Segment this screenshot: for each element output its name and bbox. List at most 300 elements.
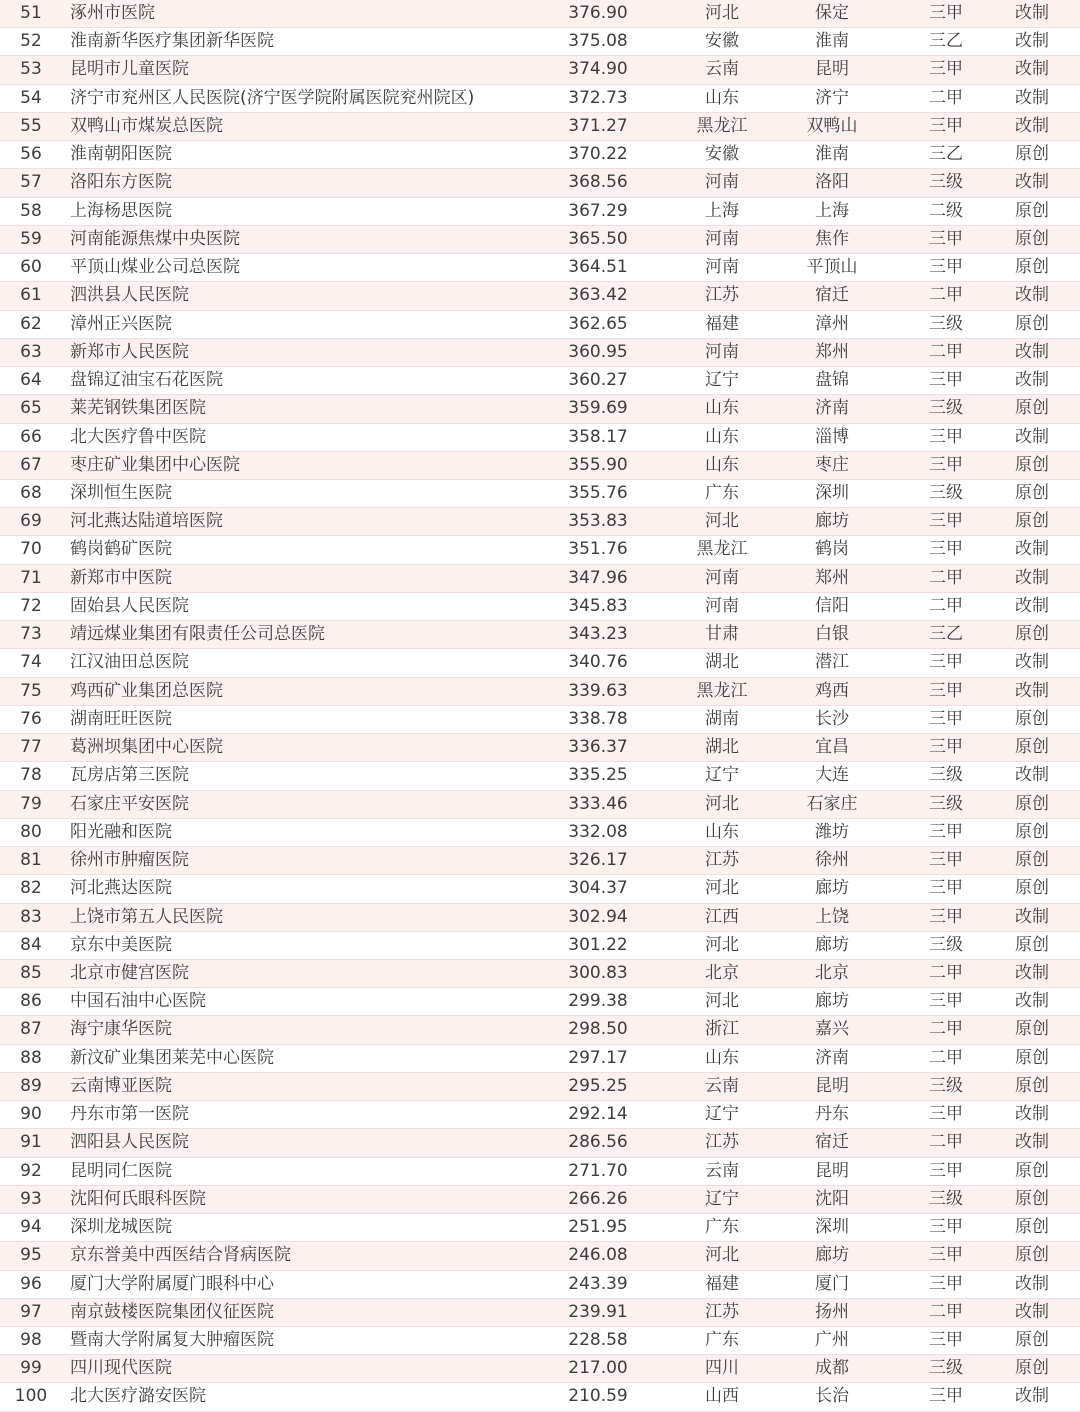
table-row (0, 1242, 1080, 1270)
city-cell: 济南 (815, 398, 849, 419)
score-cell: 266.26 (568, 1188, 628, 1209)
city-cell: 广州 (815, 1330, 849, 1351)
hospital-level-cell: 二甲 (929, 595, 963, 616)
score-cell: 364.51 (568, 257, 628, 278)
table-row (0, 28, 1080, 56)
table-row (0, 1271, 1080, 1299)
rank-cell: 59 (20, 228, 42, 249)
hospital-name-cell: 昆明同仁医院 (70, 1160, 172, 1181)
hospital-level-cell: 二甲 (929, 962, 963, 983)
hospital-level-cell: 三级 (929, 398, 963, 419)
city-cell: 洛阳 (815, 172, 849, 193)
table-row (0, 367, 1080, 395)
hospital-level-cell: 三甲 (929, 1386, 963, 1407)
hospital-name-cell: 南京鼓楼医院集团仪征医院 (70, 1301, 274, 1322)
hospital-name-cell: 枣庄矿业集团中心医院 (70, 454, 240, 475)
score-cell: 304.37 (568, 878, 628, 899)
hospital-level-cell: 二甲 (929, 285, 963, 306)
hospital-name-cell: 石家庄平安医院 (70, 793, 189, 814)
table-row (0, 480, 1080, 508)
hospital-name-cell: 泗洪县人民医院 (70, 285, 189, 306)
city-cell: 厦门 (815, 1273, 849, 1294)
rank-cell: 77 (20, 737, 42, 758)
table-row (0, 565, 1080, 593)
rank-cell: 89 (20, 1075, 42, 1096)
hospital-type-cell: 改制 (1015, 341, 1049, 362)
hospital-level-cell: 三甲 (929, 1217, 963, 1238)
province-cell: 福建 (705, 1273, 739, 1294)
province-cell: 江苏 (705, 850, 739, 871)
hospital-level-cell: 三级 (929, 172, 963, 193)
table-row (0, 1101, 1080, 1129)
province-cell: 广东 (705, 1217, 739, 1238)
hospital-name-cell: 徐州市肿瘤医院 (70, 850, 189, 871)
hospital-name-cell: 盘锦辽油宝石花医院 (70, 370, 223, 391)
hospital-type-cell: 原创 (1015, 708, 1049, 729)
hospital-name-cell: 江汉油田总医院 (70, 652, 189, 673)
province-cell: 河南 (705, 257, 739, 278)
city-cell: 白银 (815, 624, 849, 645)
hospital-level-cell: 三甲 (929, 1330, 963, 1351)
score-cell: 292.14 (568, 1104, 628, 1125)
city-cell: 长治 (815, 1386, 849, 1407)
city-cell: 保定 (815, 3, 849, 23)
city-cell: 深圳 (815, 482, 849, 503)
hospital-type-cell: 原创 (1015, 1217, 1049, 1238)
hospital-level-cell: 三甲 (929, 511, 963, 532)
hospital-level-cell: 三级 (929, 1188, 963, 1209)
rank-cell: 67 (20, 454, 42, 475)
hospital-name-cell: 河北燕达陆道培医院 (70, 511, 223, 532)
table-row (0, 452, 1080, 480)
rank-cell: 62 (20, 313, 42, 334)
hospital-type-cell: 原创 (1015, 482, 1049, 503)
score-cell: 362.65 (568, 313, 628, 334)
hospital-name-cell: 平顶山煤业公司总医院 (70, 257, 240, 278)
score-cell: 286.56 (568, 1132, 628, 1153)
hospital-name-cell: 阳光融和医院 (70, 821, 172, 842)
table-row (0, 593, 1080, 621)
province-cell: 四川 (705, 1358, 739, 1379)
score-cell: 365.50 (568, 228, 628, 249)
city-cell: 漳州 (815, 313, 849, 334)
hospital-name-cell: 上饶市第五人民医院 (70, 906, 223, 927)
table-row (0, 536, 1080, 564)
score-cell: 246.08 (568, 1245, 628, 1266)
rank-cell: 83 (20, 906, 42, 927)
hospital-name-cell: 新郑市中医院 (70, 567, 172, 588)
city-cell: 宿迁 (815, 1132, 849, 1153)
province-cell: 河南 (705, 567, 739, 588)
province-cell: 河北 (705, 934, 739, 955)
table-row (0, 706, 1080, 734)
hospital-level-cell: 三甲 (929, 370, 963, 391)
province-cell: 辽宁 (705, 1188, 739, 1209)
rank-cell: 54 (20, 87, 42, 108)
hospital-type-cell: 改制 (1015, 595, 1049, 616)
province-cell: 山西 (705, 1386, 739, 1407)
province-cell: 山东 (705, 821, 739, 842)
score-cell: 340.76 (568, 652, 628, 673)
hospital-name-cell: 瓦房店第三医院 (70, 765, 189, 786)
city-cell: 廊坊 (815, 1245, 849, 1266)
hospital-name-cell: 深圳龙城医院 (70, 1217, 172, 1238)
table-row (0, 311, 1080, 339)
score-cell: 345.83 (568, 595, 628, 616)
rank-cell: 87 (20, 1019, 42, 1040)
province-cell: 江西 (705, 906, 739, 927)
table-row (0, 0, 1080, 28)
province-cell: 江苏 (705, 285, 739, 306)
province-cell: 广东 (705, 1330, 739, 1351)
hospital-type-cell: 原创 (1015, 511, 1049, 532)
score-cell: 363.42 (568, 285, 628, 306)
score-cell: 368.56 (568, 172, 628, 193)
rank-cell: 51 (20, 3, 42, 23)
hospital-name-cell: 新汶矿业集团莱芜中心医院 (70, 1047, 274, 1068)
hospital-name-cell: 四川现代医院 (70, 1358, 172, 1379)
table-row (0, 678, 1080, 706)
hospital-type-cell: 改制 (1015, 1386, 1049, 1407)
hospital-level-cell: 三乙 (929, 624, 963, 645)
score-cell: 301.22 (568, 934, 628, 955)
rank-cell: 91 (20, 1132, 42, 1153)
hospital-type-cell: 原创 (1015, 1019, 1049, 1040)
rank-cell: 55 (20, 115, 42, 136)
table-row (0, 1158, 1080, 1186)
rank-cell: 78 (20, 765, 42, 786)
score-cell: 353.83 (568, 511, 628, 532)
score-cell: 298.50 (568, 1019, 628, 1040)
hospital-name-cell: 沈阳何氏眼科医院 (70, 1188, 206, 1209)
table-row (0, 56, 1080, 84)
hospital-type-cell: 原创 (1015, 1047, 1049, 1068)
hospital-type-cell: 原创 (1015, 1358, 1049, 1379)
table-row (0, 424, 1080, 452)
province-cell: 湖北 (705, 737, 739, 758)
city-cell: 廊坊 (815, 991, 849, 1012)
province-cell: 河北 (705, 3, 739, 23)
table-row (0, 1016, 1080, 1044)
hospital-type-cell: 原创 (1015, 1188, 1049, 1209)
rank-cell: 100 (14, 1386, 48, 1407)
hospital-name-cell: 湖南旺旺医院 (70, 708, 172, 729)
hospital-type-cell: 原创 (1015, 624, 1049, 645)
hospital-type-cell: 原创 (1015, 737, 1049, 758)
score-cell: 336.37 (568, 737, 628, 758)
hospital-type-cell: 改制 (1015, 539, 1049, 560)
city-cell: 深圳 (815, 1217, 849, 1238)
hospital-level-cell: 三级 (929, 313, 963, 334)
hospital-type-cell: 原创 (1015, 454, 1049, 475)
hospital-type-cell: 改制 (1015, 765, 1049, 786)
hospital-name-cell: 京东中美医院 (70, 934, 172, 955)
city-cell: 昆明 (815, 1075, 849, 1096)
city-cell: 济宁 (815, 87, 849, 108)
score-cell: 217.00 (568, 1358, 628, 1379)
hospital-name-cell: 淮南新华医疗集团新华医院 (70, 31, 274, 52)
city-cell: 淮南 (815, 31, 849, 52)
city-cell: 昆明 (815, 59, 849, 80)
hospital-type-cell: 原创 (1015, 821, 1049, 842)
hospital-level-cell: 三甲 (929, 680, 963, 701)
city-cell: 昆明 (815, 1160, 849, 1181)
hospital-level-cell: 三甲 (929, 1160, 963, 1181)
table-row (0, 198, 1080, 226)
hospital-type-cell: 改制 (1015, 1273, 1049, 1294)
province-cell: 云南 (705, 1160, 739, 1181)
province-cell: 安徽 (705, 31, 739, 52)
score-cell: 243.39 (568, 1273, 628, 1294)
table-row (0, 791, 1080, 819)
rank-cell: 58 (20, 200, 42, 221)
table-row (0, 113, 1080, 141)
city-cell: 潍坊 (815, 821, 849, 842)
hospital-name-cell: 葛洲坝集团中心医院 (70, 737, 223, 758)
rank-cell: 80 (20, 821, 42, 842)
city-cell: 大连 (815, 765, 849, 786)
hospital-type-cell: 改制 (1015, 567, 1049, 588)
score-cell: 360.27 (568, 370, 628, 391)
province-cell: 河南 (705, 341, 739, 362)
hospital-type-cell: 改制 (1015, 115, 1049, 136)
score-cell: 338.78 (568, 708, 628, 729)
rank-cell: 70 (20, 539, 42, 560)
hospital-level-cell: 三级 (929, 1075, 963, 1096)
table-row (0, 1045, 1080, 1073)
hospital-level-cell: 三甲 (929, 652, 963, 673)
hospital-level-cell: 三甲 (929, 257, 963, 278)
hospital-name-cell: 淮南朝阳医院 (70, 144, 172, 165)
hospital-name-cell: 海宁康华医院 (70, 1019, 172, 1040)
province-cell: 辽宁 (705, 765, 739, 786)
rank-cell: 85 (20, 962, 42, 983)
hospital-level-cell: 二甲 (929, 341, 963, 362)
hospital-name-cell: 漳州正兴医院 (70, 313, 172, 334)
rank-cell: 99 (20, 1358, 42, 1379)
hospital-type-cell: 改制 (1015, 370, 1049, 391)
table-row (0, 85, 1080, 113)
rank-cell: 82 (20, 878, 42, 899)
hospital-type-cell: 原创 (1015, 200, 1049, 221)
hospital-name-cell: 莱芜钢铁集团医院 (70, 398, 206, 419)
rank-cell: 66 (20, 426, 42, 447)
city-cell: 双鸭山 (806, 115, 858, 136)
score-cell: 297.17 (568, 1047, 628, 1068)
hospital-level-cell: 三乙 (929, 31, 963, 52)
table-row (0, 395, 1080, 423)
table-row (0, 1355, 1080, 1383)
rank-cell: 71 (20, 567, 42, 588)
hospital-level-cell: 三甲 (929, 878, 963, 899)
hospital-level-cell: 二级 (929, 200, 963, 221)
hospital-level-cell: 三甲 (929, 1245, 963, 1266)
hospital-name-cell: 河南能源焦煤中央医院 (70, 228, 240, 249)
hospital-level-cell: 三级 (929, 765, 963, 786)
hospital-name-cell: 暨南大学附属复大肿瘤医院 (70, 1330, 274, 1351)
score-cell: 374.90 (568, 59, 628, 80)
table-row (0, 847, 1080, 875)
score-cell: 332.08 (568, 821, 628, 842)
rank-cell: 97 (20, 1301, 42, 1322)
province-cell: 黑龙江 (696, 539, 748, 560)
hospital-level-cell: 三甲 (929, 821, 963, 842)
hospital-type-cell: 原创 (1015, 1245, 1049, 1266)
province-cell: 辽宁 (705, 370, 739, 391)
rank-cell: 98 (20, 1330, 42, 1351)
hospital-name-cell: 厦门大学附属厦门眼科中心 (70, 1273, 274, 1294)
city-cell: 信阳 (815, 595, 849, 616)
hospital-level-cell: 三甲 (929, 228, 963, 249)
city-cell: 济南 (815, 1047, 849, 1068)
hospital-type-cell: 原创 (1015, 793, 1049, 814)
rank-cell: 95 (20, 1245, 42, 1266)
rank-cell: 56 (20, 144, 42, 165)
hospital-type-cell: 改制 (1015, 991, 1049, 1012)
province-cell: 山东 (705, 87, 739, 108)
score-cell: 333.46 (568, 793, 628, 814)
hospital-type-cell: 原创 (1015, 257, 1049, 278)
hospital-type-cell: 改制 (1015, 1104, 1049, 1125)
city-cell: 扬州 (815, 1301, 849, 1322)
hospital-level-cell: 三甲 (929, 115, 963, 136)
hospital-type-cell: 原创 (1015, 1075, 1049, 1096)
score-cell: 302.94 (568, 906, 628, 927)
rank-cell: 69 (20, 511, 42, 532)
rank-cell: 72 (20, 595, 42, 616)
table-row (0, 875, 1080, 903)
table-row (0, 988, 1080, 1016)
hospital-level-cell: 三甲 (929, 3, 963, 23)
score-cell: 271.70 (568, 1160, 628, 1181)
rank-cell: 61 (20, 285, 42, 306)
province-cell: 河北 (705, 793, 739, 814)
rank-cell: 53 (20, 59, 42, 80)
table-row (0, 649, 1080, 677)
hospital-type-cell: 改制 (1015, 962, 1049, 983)
hospital-name-cell: 云南博亚医院 (70, 1075, 172, 1096)
hospital-type-cell: 改制 (1015, 652, 1049, 673)
city-cell: 北京 (815, 962, 849, 983)
hospital-name-cell: 鹤岗鹤矿医院 (70, 539, 172, 560)
rank-cell: 73 (20, 624, 42, 645)
province-cell: 河南 (705, 595, 739, 616)
hospital-name-cell: 北京市健宫医院 (70, 962, 189, 983)
hospital-name-cell: 北大医疗鲁中医院 (70, 426, 206, 447)
province-cell: 浙江 (705, 1019, 739, 1040)
hospital-name-cell: 泗阳县人民医院 (70, 1132, 189, 1153)
hospital-type-cell: 改制 (1015, 1132, 1049, 1153)
province-cell: 福建 (705, 313, 739, 334)
hospital-level-cell: 三甲 (929, 454, 963, 475)
province-cell: 江苏 (705, 1132, 739, 1153)
hospital-type-cell: 改制 (1015, 426, 1049, 447)
city-cell: 丹东 (815, 1104, 849, 1125)
hospital-type-cell: 改制 (1015, 680, 1049, 701)
hospital-level-cell: 三甲 (929, 906, 963, 927)
province-cell: 河北 (705, 511, 739, 532)
score-cell: 295.25 (568, 1075, 628, 1096)
hospital-level-cell: 三级 (929, 793, 963, 814)
score-cell: 360.95 (568, 341, 628, 362)
city-cell: 郑州 (815, 341, 849, 362)
hospital-level-cell: 三甲 (929, 708, 963, 729)
city-cell: 沈阳 (815, 1188, 849, 1209)
province-cell: 湖北 (705, 652, 739, 673)
hospital-type-cell: 改制 (1015, 906, 1049, 927)
table-row (0, 762, 1080, 790)
hospital-type-cell: 原创 (1015, 313, 1049, 334)
province-cell: 山东 (705, 426, 739, 447)
city-cell: 淮南 (815, 144, 849, 165)
table-row (0, 169, 1080, 197)
hospital-name-cell: 深圳恒生医院 (70, 482, 172, 503)
city-cell: 廊坊 (815, 878, 849, 899)
score-cell: 339.63 (568, 680, 628, 701)
rank-cell: 75 (20, 680, 42, 701)
province-cell: 黑龙江 (696, 115, 748, 136)
hospital-type-cell: 改制 (1015, 172, 1049, 193)
rank-cell: 60 (20, 257, 42, 278)
table-row (0, 339, 1080, 367)
score-cell: 300.83 (568, 962, 628, 983)
table-row (0, 508, 1080, 536)
hospital-level-cell: 二甲 (929, 567, 963, 588)
province-cell: 云南 (705, 59, 739, 80)
table-row (0, 1299, 1080, 1327)
score-cell: 228.58 (568, 1330, 628, 1351)
hospital-level-cell: 三甲 (929, 1104, 963, 1125)
table-row (0, 960, 1080, 988)
city-cell: 潜江 (815, 652, 849, 673)
table-row (0, 141, 1080, 169)
rank-cell: 90 (20, 1104, 42, 1125)
city-cell: 石家庄 (806, 793, 858, 814)
hospital-level-cell: 三甲 (929, 539, 963, 560)
city-cell: 淄博 (815, 426, 849, 447)
hospital-type-cell: 原创 (1015, 878, 1049, 899)
city-cell: 鸡西 (815, 680, 849, 701)
score-cell: 335.25 (568, 765, 628, 786)
hospital-type-cell: 改制 (1015, 59, 1049, 80)
rank-cell: 79 (20, 793, 42, 814)
hospital-level-cell: 二甲 (929, 1019, 963, 1040)
city-cell: 枣庄 (815, 454, 849, 475)
city-cell: 廊坊 (815, 934, 849, 955)
rank-cell: 64 (20, 370, 42, 391)
hospital-name-cell: 河北燕达医院 (70, 878, 172, 899)
city-cell: 宜昌 (815, 737, 849, 758)
hospital-level-cell: 三甲 (929, 850, 963, 871)
hospital-level-cell: 三级 (929, 934, 963, 955)
hospital-name-cell: 固始县人民医院 (70, 595, 189, 616)
province-cell: 山东 (705, 398, 739, 419)
hospital-name-cell: 京东誉美中西医结合肾病医院 (70, 1245, 291, 1266)
score-cell: 355.76 (568, 482, 628, 503)
city-cell: 宿迁 (815, 285, 849, 306)
hospital-level-cell: 三甲 (929, 737, 963, 758)
hospital-name-cell: 昆明市儿童医院 (70, 59, 189, 80)
city-cell: 廊坊 (815, 511, 849, 532)
score-cell: 251.95 (568, 1217, 628, 1238)
score-cell: 376.90 (568, 3, 628, 23)
rank-cell: 52 (20, 31, 42, 52)
city-cell: 鹤岗 (815, 539, 849, 560)
hospital-type-cell: 改制 (1015, 31, 1049, 52)
table-row (0, 819, 1080, 847)
hospital-type-cell: 原创 (1015, 228, 1049, 249)
score-cell: 371.27 (568, 115, 628, 136)
